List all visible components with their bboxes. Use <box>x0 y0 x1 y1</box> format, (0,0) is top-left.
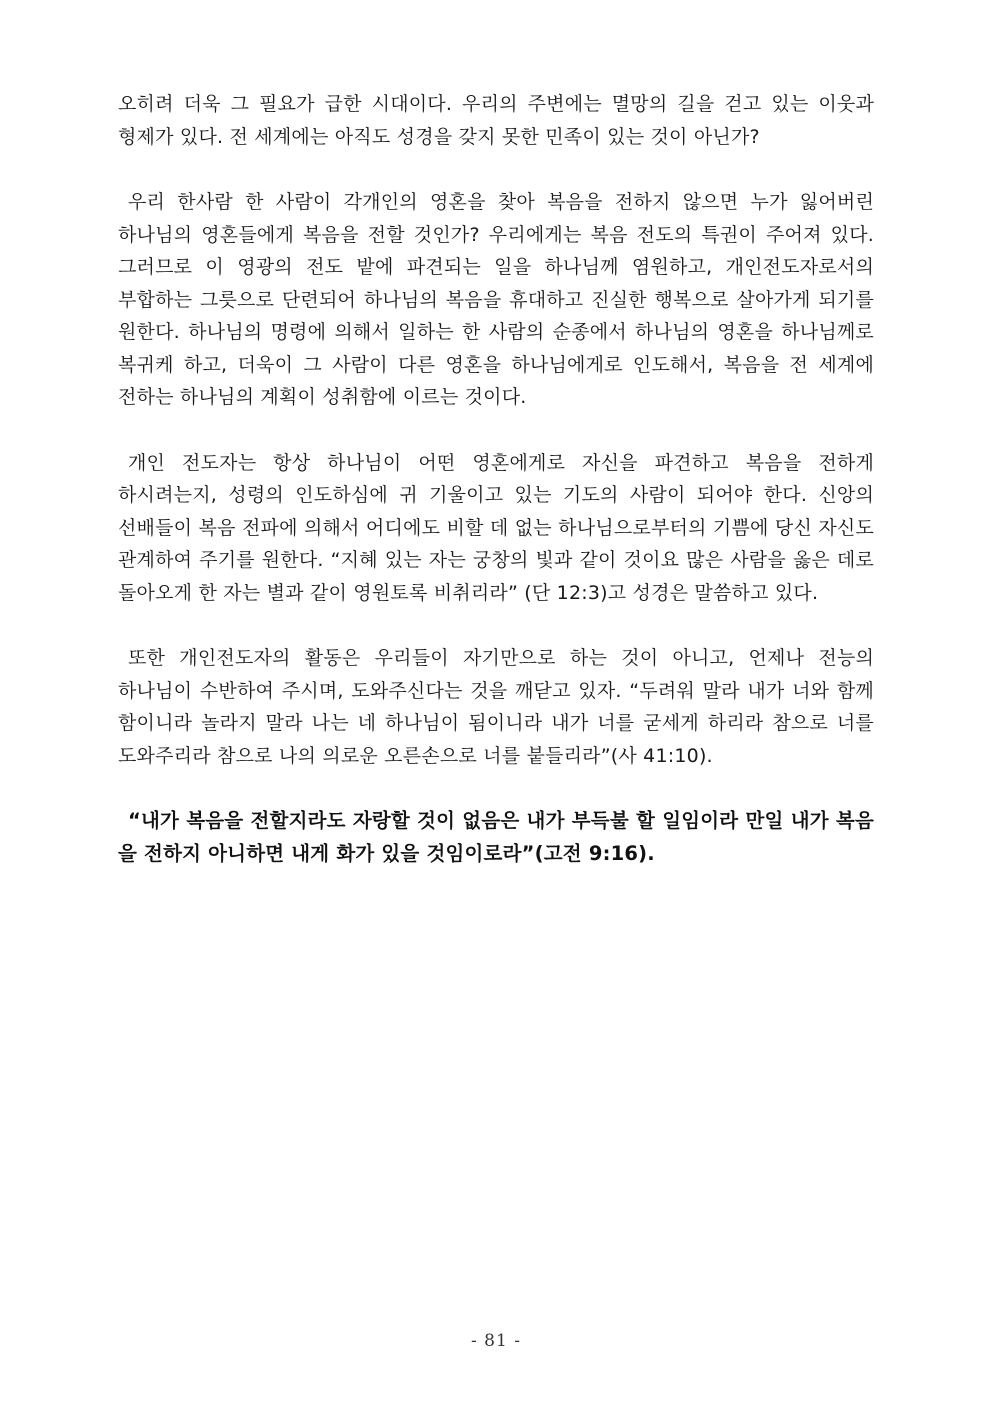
page-body <box>118 88 874 870</box>
paragraph-1: 오히려 더욱 그 필요가 급한 시대이다. 우리의 주변에는 멸망의 길을 걷고 있는 이웃과 형제가 있다. 전 세계에는 아직도 성경을 갖지 못한 민족이 있는 것이 아닌가? <box>118 93 874 148</box>
paragraph-3: 개인 전도자는 항상 하나님이 어떤 영혼에게로 자신을 파견하고 복음을 전하게 하시려는지, 성령의 인도하심에 귀 기울이고 있는 기도의 사람이 되어야 한다. 신앙의 선배들이 복음 전파에 의해서 어디에도 비할 데 없는 하나님으로부터의 기쁨에 당신 자신도 관계하여 주기를 원한다. “지혜 있는 자는 궁창의 빛과 같이 것이요 많은 사람을 옳은 데로 돌아오게 한 자는 별과 같이 영원토록 비취리라” (단 12:3)고 성경은 말씀하고 있다. <box>118 451 874 604</box>
paragraph-gap <box>118 414 874 447</box>
paragraph-gap <box>118 609 874 642</box>
page-number: - 81 - <box>471 1331 521 1351</box>
paragraph-gap <box>118 772 874 805</box>
paragraph-2: 우리 한사람 한 사람이 각개인의 영혼을 찾아 복음을 전하지 않으면 누가 잃어버린 하나님의 영혼들에게 복음을 전할 것인가? 우리에게는 복음 전도의 특권이 주어져 있다. 그러므로 이 영광의 전도 밭에 파견되는 일을 하나님께 염원하고, 개인전도자로서의 부합하는 그릇으로 단련되어 하나님의 복음을 휴대하고 진실한 행복으로 살아가게 되기를 원한다. 하나님의 명령에 의해서 일하는 한 사람의 순종에서 하나님의 영혼을 하나님께로 복귀케 하고, 더욱이 그 사람이 다른 영혼을 하나님에게로 인도해서, 복음을 전 세계에 전하는 하나님의 계획이 성취함에 이르는 것이다. <box>118 191 874 408</box>
paragraph-4: 또한 개인전도자의 활동은 우리들이 자기만으로 하는 것이 아니고, 언제나 전능의 하나님이 수반하여 주시며, 도와주신다는 것을 깨닫고 있자. “두려워 말라 내가 너와 함께 함이니라 놀라지 말라 나는 네 하나님이 됨이니라 내가 너를 굳세게 하리라 참으로 너를 도와주리라 참으로 나의 의로운 오른손으로 너를 붙들리라”(사 41:10). <box>118 647 874 767</box>
paragraph-gap <box>118 153 874 186</box>
closing-bible-quote: “내가 복음을 전할지라도 자랑할 것이 없음은 내가 부득불 할 일임이라 만일 내가 복음을 전하지 아니하면 내게 화가 있을 것임이로라”(고전 9:16). <box>118 809 874 865</box>
